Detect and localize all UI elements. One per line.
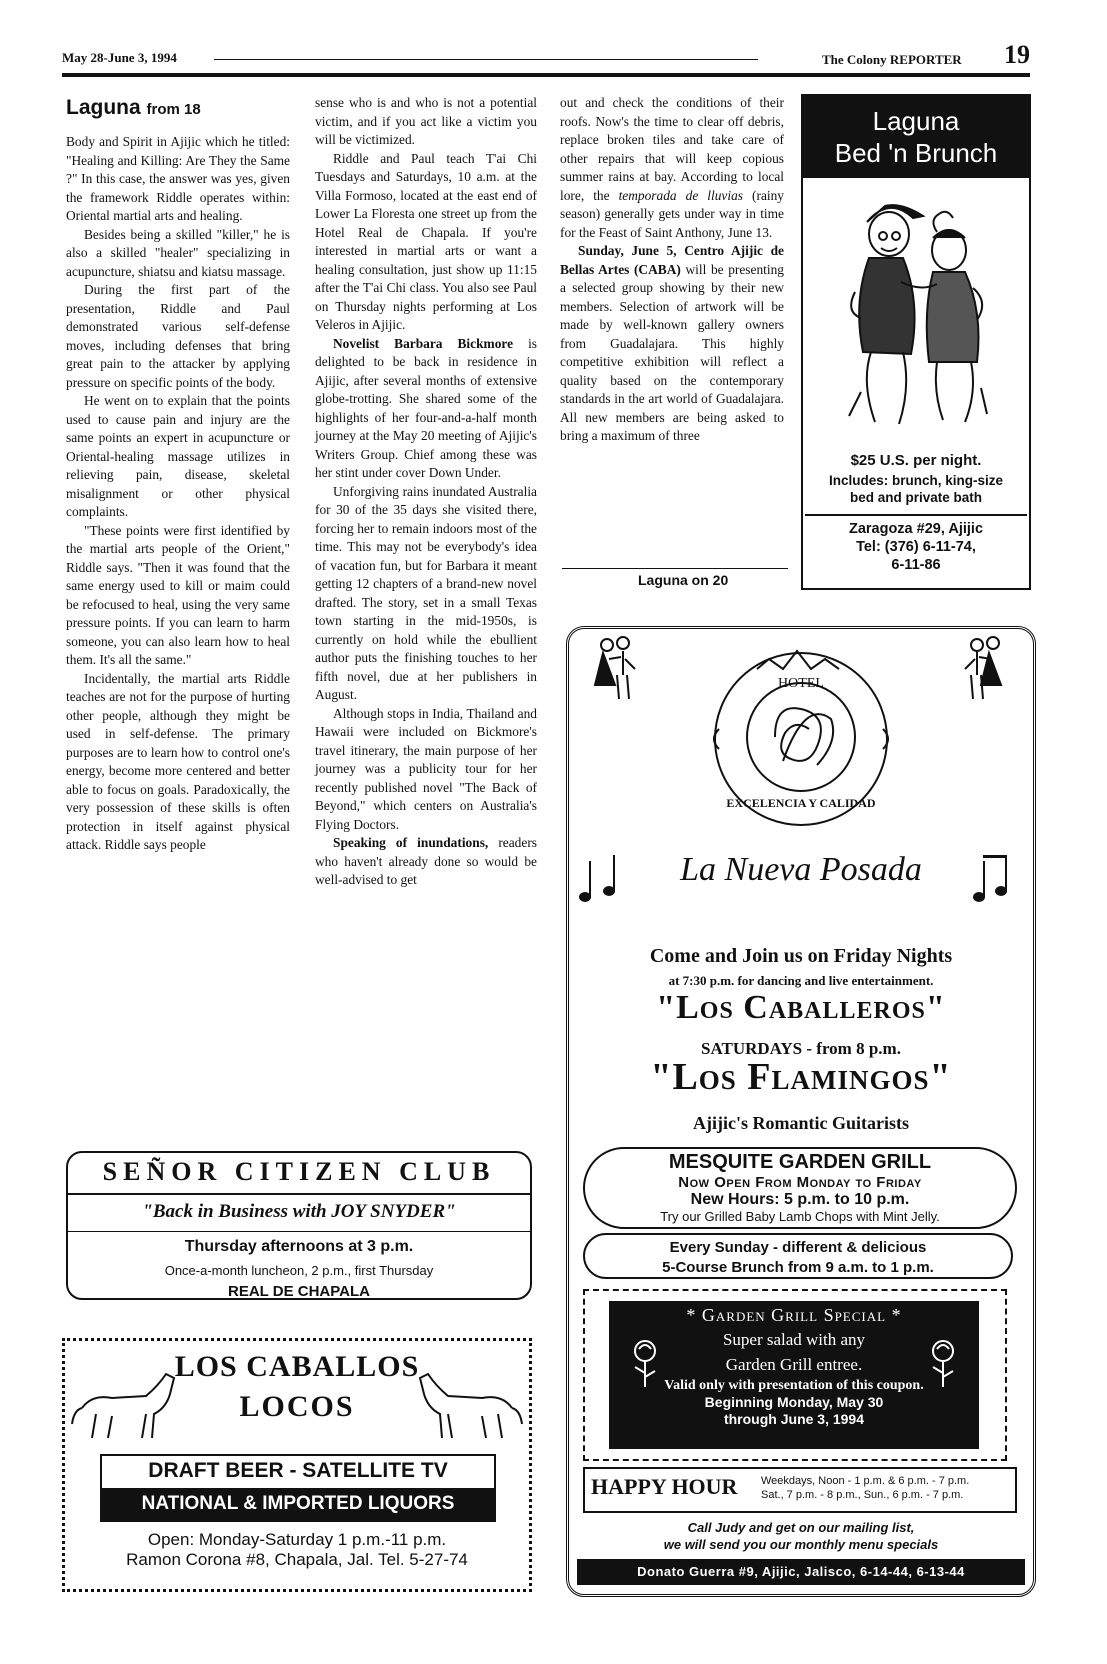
article-column-3	[560, 94, 784, 446]
grill-box	[583, 1147, 1017, 1229]
bnb-divider	[805, 514, 1027, 516]
paragraph: "These points were first identified by the martial arts people of the Orient," Riddle says. "Then it was found that the same energy used to kill or maim could be refocused to heal, using the very same pressure points. If you can learn to harm someone, you can also learn how to heal them. It's all the same."	[66, 522, 290, 667]
couple-illustration	[841, 192, 991, 432]
article-column-2	[315, 94, 537, 890]
paragraph: sense who is and who is not a potential victim, and if you act like a victim you will be victimized.	[315, 95, 537, 147]
paragraph: Unforgiving rains inundated Australia for 30 of the 35 days she visited there, forcing her to remain indoors most of the time. This may not be everybody's idea of vacation fun, but for Barbara it meant getting 12 chapters of a brand-new novel drafted. The story, set in a small Texas town starting in the mid-1950s, is currently on hold while the ebullient author puts the finishing touches to her fifth novel, due at her publishers in August.	[315, 483, 537, 702]
bnb-includes-line2: bed and private bath	[849, 490, 983, 505]
mailing-line2: we will send you our monthly menu specials	[663, 1537, 939, 1552]
coupon-offer-1: Super salad with any	[722, 1330, 866, 1349]
paragraph: Besides being a skilled "killer," he is also a skilled "healer" specializing in acupuncture, shiatsu and kiatsu massage.	[66, 226, 290, 279]
citizen-rule-2	[68, 1231, 530, 1232]
happy-hour-weekend: Sat., 7 p.m. - 8 p.m., Sun., 6 p.m. - 7 p.m.	[761, 1489, 964, 1501]
paragraph-text: (rainy season) generally gets under way in time for the Feast of Saint Anthony, June 13.	[560, 187, 784, 240]
mailing-line1: Call Judy and get on our mailing list,	[687, 1520, 915, 1535]
paragraph-text: readers who haven't already done so would be well-advised to get	[315, 835, 537, 887]
citizen-club-ad	[66, 1151, 532, 1300]
coupon-box	[583, 1289, 1007, 1461]
page-number: 19	[1004, 40, 1030, 69]
dancing-couple-left-icon	[595, 637, 635, 699]
grill-hours: New Hours: 5 p.m. to 10 p.m.	[690, 1191, 910, 1208]
caballos-locos-ad	[62, 1338, 532, 1592]
happy-hour-box	[583, 1467, 1017, 1513]
bnb-address: Zaragoza #29, Ajijic	[848, 521, 984, 537]
grill-try: Try our Grilled Baby Lamb Chops with Mint Jelly.	[660, 1209, 940, 1224]
citizen-club-luncheon: Once-a-month luncheon, 2 p.m., first Thursday	[164, 1263, 434, 1278]
article-title-suffix: from 18	[146, 101, 201, 118]
header-rule	[214, 59, 758, 60]
coupon-begin-2: through June 3, 1994	[723, 1411, 865, 1427]
caballos-title-2: LOCOS	[239, 1390, 355, 1423]
sunday-line1: Every Sunday - different & delicious	[669, 1239, 927, 1256]
issue-date: May 28-June 3, 1994	[62, 50, 177, 65]
friday-headline: Come and Join us on Friday Nights	[649, 945, 953, 967]
coupon-panel	[609, 1301, 979, 1449]
paragraph: Incidentally, the martial arts Riddle teaches are not for the purpose of hurting other people, although they might be used in self-defense. The primary purposes are to learn how to control one's energy, become more centered and better able to focus on goals. Paradoxically, the very possession of these skills is often protection in itself against physical attack. Riddle says people	[66, 670, 290, 852]
bnb-tel-1: Tel: (376) 6-11-74,	[856, 539, 976, 555]
citizen-club-venue: REAL DE CHAPALA	[228, 1283, 370, 1300]
paragraph	[315, 335, 537, 483]
lead-in: Sunday, June 5, Centro Ajijic de Bellas Artes (CABA)	[560, 243, 784, 277]
citizen-club-title: SEÑOR CITIZEN CLUB	[102, 1157, 496, 1186]
bnb-includes-line1: Includes: brunch, king-size	[828, 473, 1004, 488]
posada-ad	[566, 626, 1036, 1597]
continued-line: Laguna on 20	[638, 572, 729, 588]
coupon-valid: Valid only with presentation of this coupon.	[664, 1378, 924, 1393]
bnb-includes	[803, 472, 1029, 506]
paragraph: He went on to explain that the points used to cause pain and injury are the same points an expert in acupuncture or Oriental-healing massage utilizes in relieving pain, disease, skeletal misalignment or other physical complaints.	[66, 393, 290, 519]
sunday-brunch-box	[583, 1233, 1013, 1279]
publication-name: The Colony REPORTER	[822, 52, 962, 67]
article-column-1	[66, 133, 290, 855]
bnb-ad	[801, 94, 1031, 590]
happy-hour-times	[761, 1474, 969, 1502]
bnb-ad-header	[803, 96, 1029, 178]
paragraph	[560, 94, 784, 242]
seal-motto-text: EXCELENCIA Y CALIDAD	[726, 796, 876, 810]
lead-in: Novelist Barbara Bickmore	[333, 335, 514, 351]
rose-right-icon	[933, 1341, 953, 1387]
italic-term: temporada de lluvias	[618, 187, 743, 203]
bnb-contact	[803, 520, 1029, 574]
posada-name: La Nueva Posada	[680, 851, 922, 888]
article-title	[66, 96, 201, 120]
article-title-text: Laguna	[66, 96, 141, 119]
jump-rule	[562, 568, 788, 569]
coupon-begin-1: Beginning Monday, May 30	[704, 1394, 884, 1410]
paragraph-text: will be presenting a selected group showing by their new members. Selection of artwork will be made by well-known gallery owners from Guadalajara. This highly competitive exhibition will reflect a quality based on the contemporary standards in the art world of Guadalajara. All new members are being asked to bring a maximum of three	[560, 261, 784, 443]
mailing-list	[569, 1519, 1033, 1553]
paragraph-text: is delighted to be back in residence in Ajijic, after several months of extensive globe-trotting. She shared some of the highlights of her four-and-a-half month journey at the May 20 meeting of Ajijic's Writers Group. Chief among these was her stint under cover Down Under.	[315, 335, 537, 480]
citizen-rule	[68, 1193, 530, 1195]
happy-hour-title: HAPPY HOUR	[591, 1474, 738, 1499]
sunday-line2: 5-Course Brunch from 9 a.m. to 1 p.m.	[662, 1259, 934, 1276]
posada-address: Donato Guerra #9, Ajijic, Jalisco, 6-14-44, 6-13-44	[577, 1559, 1025, 1585]
caballos-title-1: LOS CABALLOS	[174, 1350, 420, 1383]
citizen-club-subtitle: "Back in Business with JOY SNYDER"	[142, 1201, 456, 1222]
header-thick-rule	[62, 73, 1030, 77]
coupon-offer-2: Garden Grill entree.	[725, 1355, 863, 1374]
paragraph: During the first part of the presentation, Riddle and Paul demonstrated various self-defense moves, including defenses that bring great pain to the attacker by applying pressure on specific points of the body.	[66, 282, 290, 390]
band-caballeros: "Los Caballeros"	[656, 989, 946, 1026]
paragraph: Although stops in India, Thailand and Hawaii were included on Bickmore's travel itinerary, the main purpose of her journey was a publicity tour for her recently published novel "The Back of Beyond," which centers on Australia's Flying Doctors.	[315, 705, 537, 832]
lead-in: Speaking of inundations,	[333, 835, 489, 850]
paragraph: Riddle and Paul teach T'ai Chi Tuesdays and Saturdays, 10 a.m. at the Villa Formoso, located at the east end of Lower La Floresta one street up from the Hotel Real de Chapala. If you're interested in martial arts or want a healing consultation, just show up 11:15 after the T'ai Chi class. You also see Paul on Thursday nights performing at Los Veleros in Ajijic.	[315, 150, 537, 332]
bnb-tel-2: 6-11-86	[891, 557, 941, 573]
bnb-title-line1: Laguna	[872, 106, 960, 136]
guitarists-line: Ajijic's Romantic Guitarists	[693, 1113, 909, 1133]
coupon-title: * Garden Grill Special *	[686, 1305, 902, 1325]
caballos-draft: DRAFT BEER - SATELLITE TV	[148, 1459, 448, 1482]
paragraph	[560, 242, 784, 446]
paragraph-text: out and check the conditions of their roofs. Now's the time to clear off debris, replace broken tiles and take care of other repairs that will keep copious summer rains at bay. According to local lore, the	[560, 95, 784, 203]
grill-open: Now Open From Monday to Friday	[678, 1174, 922, 1191]
seal-hotel-text: HOTEL	[778, 676, 824, 691]
caballos-info	[62, 1530, 532, 1570]
friday-time: at 7:30 p.m. for dancing and live entertainment.	[668, 973, 934, 988]
caballos-hours: Open: Monday-Saturday 1 p.m.-11 p.m.	[147, 1530, 447, 1549]
paragraph	[315, 834, 537, 890]
posada-emblem	[569, 629, 1033, 949]
bnb-price: $25 U.S. per night.	[850, 452, 982, 469]
caballos-address: Ramon Corona #8, Chapala, Jal. Tel. 5-27-74	[126, 1550, 468, 1569]
caballos-liquors: NATIONAL & IMPORTED LIQUORS	[102, 1488, 494, 1520]
saturdays-line: SATURDAYS - from 8 p.m.	[701, 1039, 901, 1058]
paragraph: Body and Spirit in Ajijic which he titled: "Healing and Killing: Are They the Same ?" In this case, the answer was yes, given the framework Riddle operates within: Oriental martial arts and healing.	[66, 134, 290, 223]
dancing-couple-right-icon	[965, 637, 1001, 699]
bnb-title-line2: Bed 'n Brunch	[834, 138, 998, 168]
happy-hour-weekdays: Weekdays, Noon - 1 p.m. & 6 p.m. - 7 p.m.	[761, 1475, 970, 1487]
citizen-club-schedule: Thursday afternoons at 3 p.m.	[184, 1238, 414, 1255]
caballos-offer-box	[100, 1454, 496, 1522]
rose-left-icon	[635, 1341, 655, 1387]
rose-icons	[609, 1301, 979, 1449]
grill-title: MESQUITE GARDEN GRILL	[668, 1151, 932, 1173]
band-flamingos: "Los Flamingos"	[650, 1056, 952, 1098]
